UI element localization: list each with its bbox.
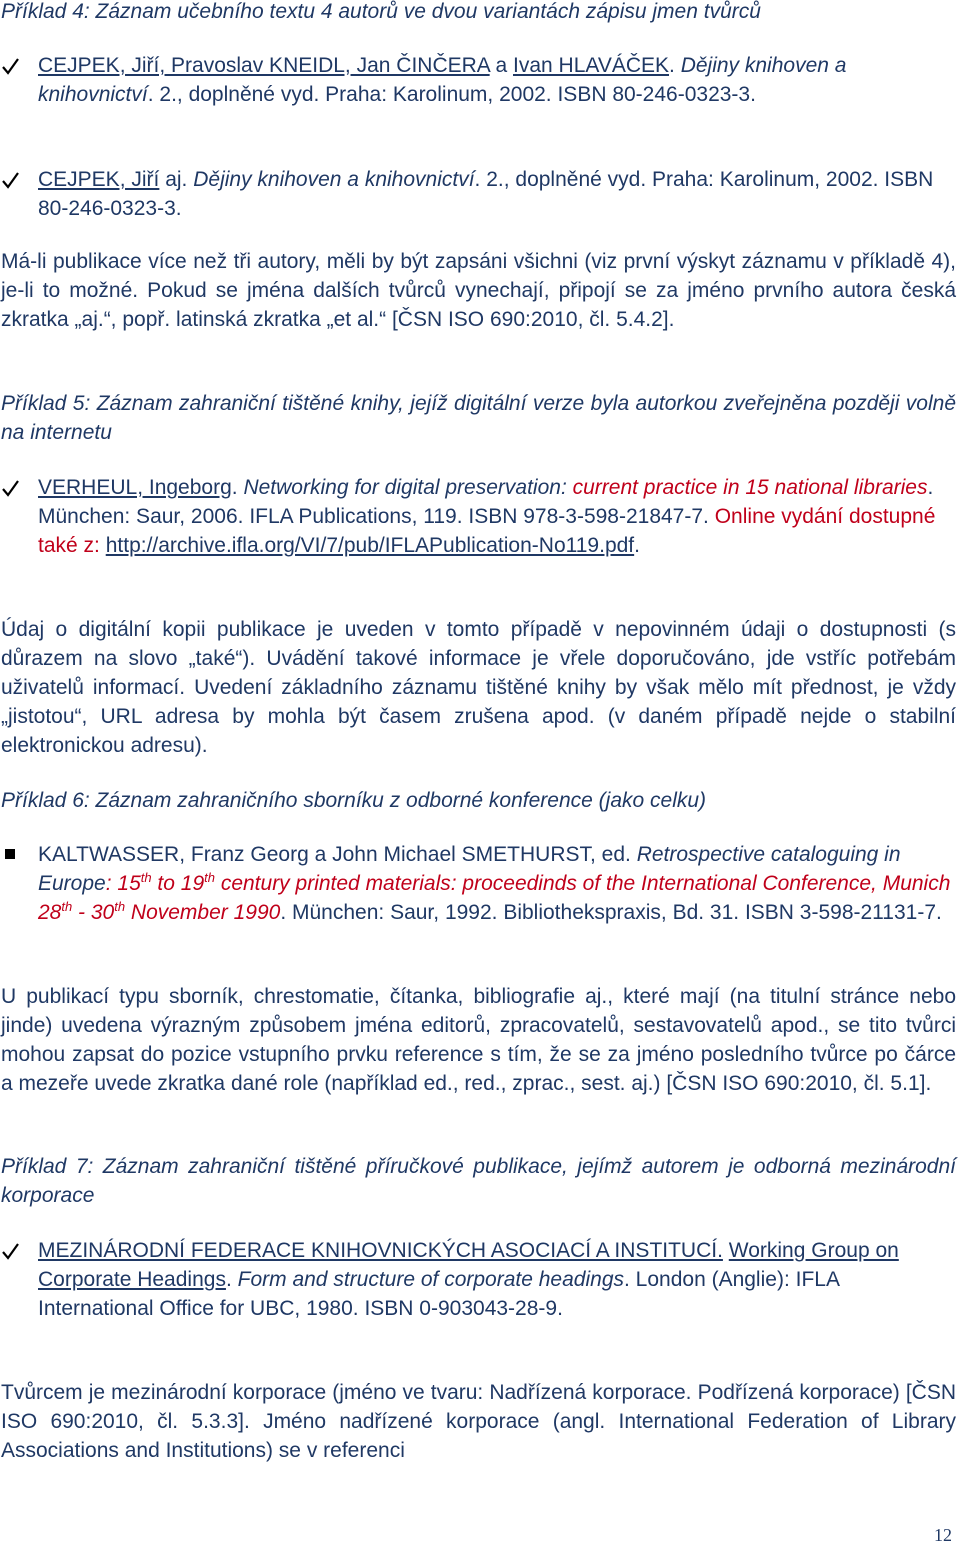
author-link-hlavacek[interactable]: Ivan HLAVÁČEK [513, 54, 670, 77]
author-link-cejpek[interactable]: CEJPEK, Jiří [38, 168, 160, 191]
page-number: 12 [934, 1525, 952, 1545]
editors: KALTWASSER, Franz Georg a John Michael SMETHURST, ed. [38, 843, 637, 866]
corporate-author-link[interactable]: MEZINÁRODNÍ FEDERACE KNIHOVNICKÝCH ASOCIACÍ A INSTITUCÍ. [38, 1239, 723, 1262]
reference-entry-ex6 [1, 840, 956, 927]
paragraph-text: Uvádění takové informace je vřele doporučováno, jde vstříc potřebám uživatelů informací. [1, 647, 956, 699]
paragraph-multiple-authors [1, 247, 956, 334]
paragraph-text: Má-li publikace více než tři autory, měli by být zapsáni všichni (viz první výskyt záznamu v příkladě 4), je-li to možné. [1, 250, 956, 302]
example-5-heading: Příklad 5: Záznam zahraniční tištěné knihy, jejíž digitální verze byla autorkou zveřejněna později volně na internetu [1, 392, 956, 444]
book-title: Form and structure of corporate headings [237, 1268, 624, 1291]
check-icon [1, 51, 31, 80]
paragraph-corporate-author [1, 1378, 956, 1465]
publication-details: . London (Anglie): IFLA International Office for UBC, 1980. ISBN 0-903043-28-9. [38, 1268, 839, 1320]
separator: . [231, 476, 244, 499]
book-title: Networking for digital preservation [243, 476, 561, 499]
author-link-cejpek[interactable]: CEJPEK, Jiří, Pravoslav KNEIDL, Jan ČINČERA [38, 54, 490, 77]
paragraph-digital-copy [1, 615, 956, 760]
publication-details: . München: Saur, 2006. IFLA Publications, 119. ISBN 978-3-598-21847-7. [38, 476, 934, 528]
paragraph-text: , které mají (na titulní stránce nebo jinde) uvedena výrazným způsobem jména editorů, zpracovatelů, sestavovatelů apod. [1, 985, 956, 1037]
example-7-heading: Příklad 7: Záznam zahraniční tištěné příručkové publikace, jejímž autorem je odborná mezinárodní korporace [1, 1155, 956, 1207]
url-link-ifla-publication[interactable]: http://archive.ifla.org/VI/7/pub/IFLAPublication-No119.pdf [105, 534, 635, 557]
square-bullet-icon [1, 840, 31, 869]
corporate-unit-link[interactable]: Working Group on Corporate Headings [38, 1239, 899, 1291]
publication-details: . 2., doplněné vyd. Praha: Karolinum, 2002. ISBN 80-246-0323-3. [38, 168, 934, 220]
reference-entry-ex7 [1, 1236, 956, 1323]
paragraph-editors [1, 982, 956, 1098]
book-subtitle: current practice in 15 national libraries [572, 476, 928, 499]
publication-details: . 2., doplněné vyd. Praha: Karolinum, 2002. ISBN 80-246-0323-3. [147, 83, 756, 106]
book-title: Dějiny knihoven a knihovnictví [193, 168, 475, 191]
paragraph-text: U publikací typu sborník, chrestomatie, čítanka, bibliografie aj. [1, 985, 608, 1008]
check-icon [1, 165, 31, 194]
paragraph-text: , se tito tvůrci mohou zapsat do pozice vstupního prvku reference s tím, že se za jméno posledního tvůrce po čárce a mezeře uvede zkratka dané role (například ed., red., zprac., sest. aj.) [ČSN ISO 690:2010, čl. 5.1]. [1, 1014, 957, 1095]
online-availability-note: Online vydání dostupné také z: [38, 505, 936, 557]
check-icon [1, 473, 31, 502]
book-subtitle: : 15th to 19th century printed materials: proceedinds of the International Conference, Munich 28th - 30th November 1990 [38, 870, 951, 924]
check-icon [1, 1236, 31, 1265]
paragraph-text: Pokud se jména dalších tvůrců vynechají, připojí se za jméno prvního autora česká zkratka „aj.“, popř. latinská zkratka „et al.“ [ČSN ISO 690:2010, čl. 5.4.2]. [1, 279, 956, 331]
paragraph-text: Uvedení základního záznamu tištěné knihy by však mělo mít přednost, je vždy „jistotou“, URL adresa by mohla být časem zrušena apod. (v daném případě nejde o stabilní elektronickou adresu). [1, 676, 956, 757]
paragraph-text: Tvůrcem je mezinárodní korporace (jméno ve tvaru: Nadřízená korporace. Podřízená korporace) [ČSN ISO 690:2010, čl. 5.3.3]. Jméno nadřízené korporace (angl. International Federation of Library Associations and Institutions) se v referenci [1, 1381, 956, 1462]
paragraph-text: Údaj o digitální kopii publikace je uveden v tomto případě v nepovinném údaji o dostupnosti (s důrazem na slovo „také“). [1, 618, 956, 670]
book-title: Dějiny knihoven a knihovnictví [38, 54, 847, 106]
separator: . [634, 534, 640, 557]
separator: : [560, 476, 573, 499]
separator: . [669, 54, 681, 77]
author-link-verheul[interactable]: VERHEUL, Ingeborg [38, 476, 232, 499]
example-4-heading: Příklad 4: Záznam učebního textu 4 autorů ve dvou variantách zápisu jmen tvůrců [1, 0, 761, 23]
et-al-abbrev: aj. [159, 168, 194, 191]
book-title: Retrospective cataloguing in Europe [38, 843, 901, 895]
reference-entry-ex5 [1, 473, 956, 560]
reference-entry-ex4-2 [1, 165, 956, 223]
separator: . [225, 1268, 238, 1291]
conjunction: a [489, 54, 513, 77]
reference-entry-ex4-1 [1, 51, 956, 109]
example-6-heading: Příklad 6: Záznam zahraničního sborníku z odborné konference (jako celku) [1, 789, 707, 812]
publication-details: . München: Saur, 1992. Bibliothekspraxis, Bd. 31. ISBN 3-598-21131-7. [280, 901, 942, 924]
